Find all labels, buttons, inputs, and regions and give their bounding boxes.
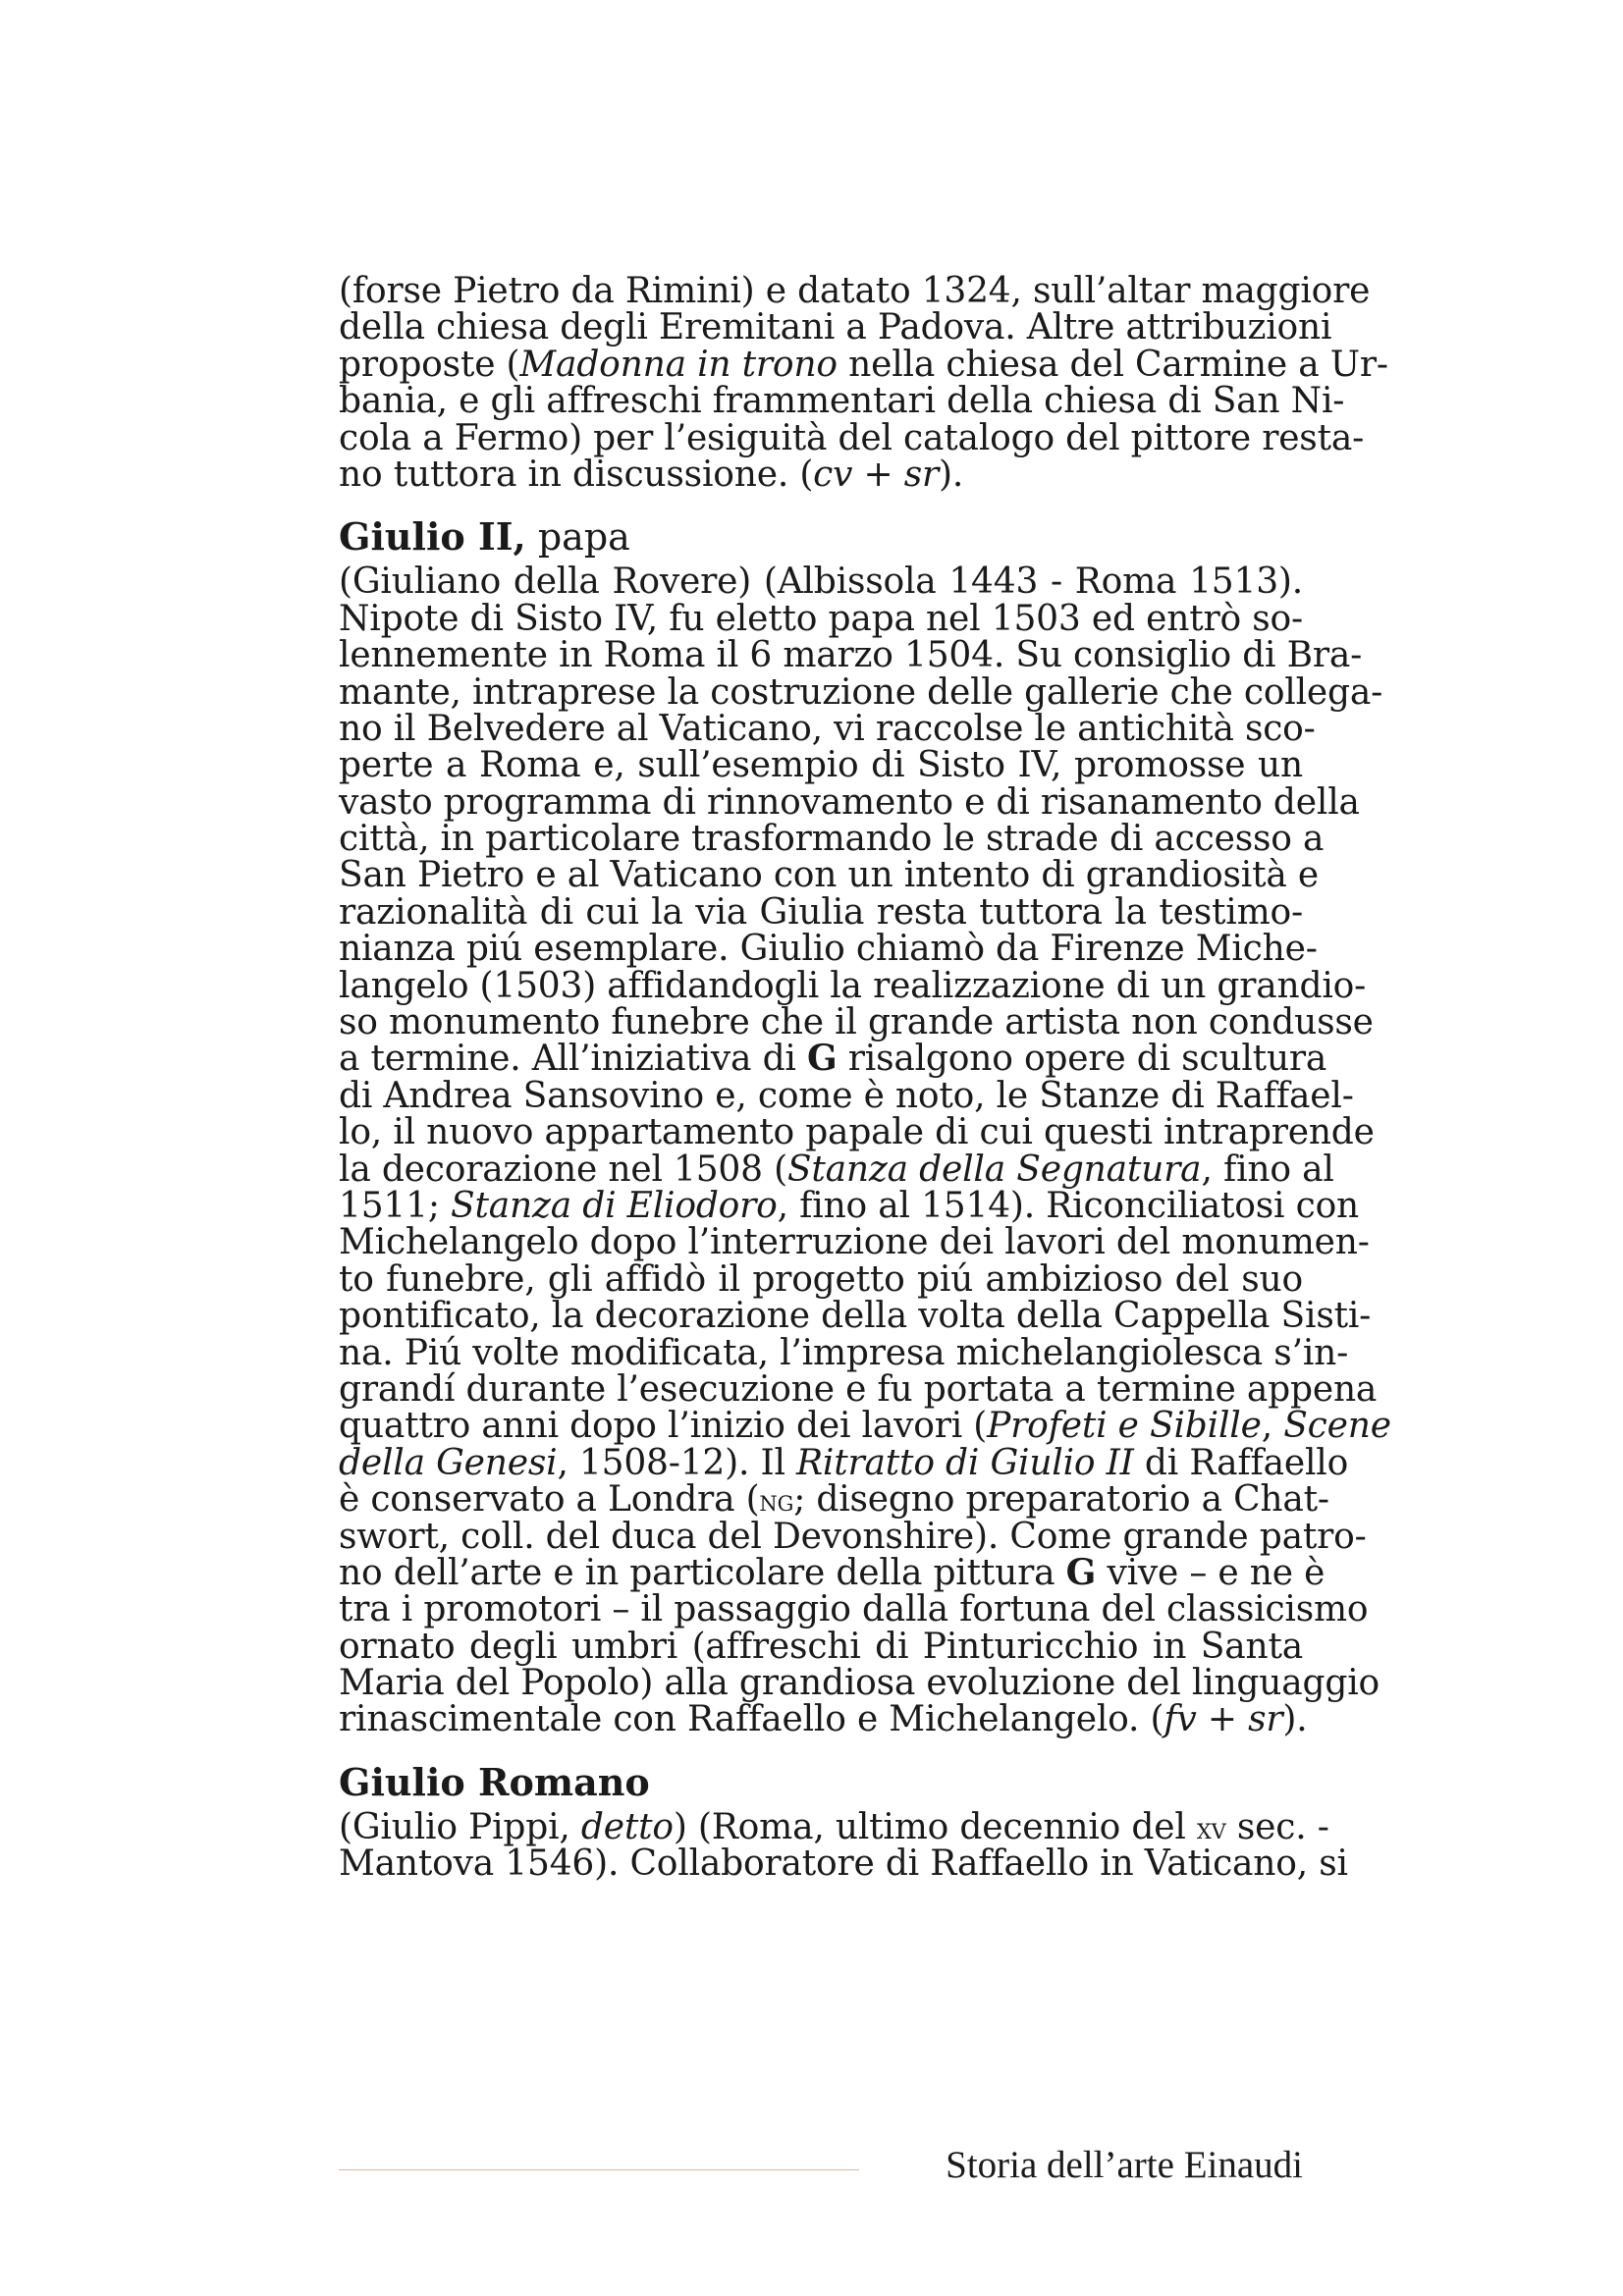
text-line: rinascimentale con Raffaello e Michelangelo. (fv + sr). (339, 1699, 1308, 1740)
entry-title-giulio-ii (339, 516, 1303, 558)
text-line: è conservato a Londra (ng; disegno preparatorio a Chat- (339, 1479, 1329, 1521)
text-line: razionalità di cui la via Giulia resta tuttora la testimo- (339, 891, 1303, 933)
text-line: lennemente in Roma il 6 marzo 1504. Su consiglio di Bra- (339, 635, 1363, 676)
text-line: to funebre, gli affidò il progetto piú ambizioso del suo (339, 1258, 1303, 1300)
page-footer (339, 2140, 1303, 2191)
text-line: a termine. All’iniziativa di G risalgono opere di scultura (339, 1038, 1327, 1080)
text-line: 1511; Stanza di Eliodoro, fino al 1514). Riconciliatosi con (339, 1185, 1360, 1226)
text-line: langelo (1503) affidandogli la realizzazione di un grandio- (339, 965, 1367, 1006)
text-line: na. Piú volte modificata, l’impresa michelangiolesca s’in- (339, 1332, 1349, 1373)
text-line: (Giulio Pippi, detto) (Roma, ultimo decennio del xv sec. - (339, 1806, 1329, 1847)
text-line: Maria del Popolo) alla grandiosa evoluzione del linguaggio (339, 1663, 1380, 1704)
text-line: proposte (Madonna in trono nella chiesa del Carmine a Ur- (339, 344, 1388, 385)
text-line: Michelangelo dopo l’interruzione dei lavori del monumen- (339, 1222, 1370, 1263)
text-line: mante, intraprese la costruzione delle gallerie che collega- (339, 671, 1383, 713)
text-line: vasto programma di rinnovamento e di risanamento della (339, 781, 1360, 823)
text-line: grandí durante l’esecuzione e fu portata a termine appena (339, 1368, 1378, 1410)
entry-qualifier: papa (537, 515, 630, 560)
intro-paragraph (339, 271, 1388, 495)
text-line: ornato degli umbri (affreschi di Pinturicchio in Santa (339, 1626, 1303, 1667)
text-line: so monumento funebre che il grande artista non condusse (339, 1002, 1374, 1043)
page-body (339, 271, 1391, 1885)
text-line: pontificato, la decorazione della volta della Cappella Sisti- (339, 1296, 1372, 1337)
text-line: Nipote di Sisto IV, fu eletto papa nel 1503 ed entrò so- (339, 598, 1303, 639)
text-line: cola a Fermo) per l’esiguità del catalogo del pittore resta- (339, 417, 1365, 458)
text-line: lo, il nuovo appartamento papale di cui questi intraprende (339, 1112, 1375, 1153)
text-line: perte a Roma e, sull’esempio di Sisto IV, promosse un (339, 745, 1303, 786)
entry-title-giulio-romano (339, 1759, 1303, 1804)
text-line: tra i promotori – il passaggio dalla fortuna del classicismo (339, 1589, 1369, 1630)
text-line: swort, coll. del duca del Devonshire). Come grande patro- (339, 1516, 1367, 1557)
text-line: bania, e gli affreschi frammentari della chiesa di San Ni- (339, 381, 1345, 422)
text-line: di Andrea Sansovino e, come è noto, le Stanze di Raffael- (339, 1075, 1354, 1116)
text-line: no dell’arte e in particolare della pittura G vive – e ne è (339, 1551, 1325, 1593)
text-line: Mantova 1546). Collaboratore di Raffaello in Vaticano, si (339, 1843, 1348, 1885)
text-line: no il Belvedere al Vaticano, vi raccolse le antichità sco- (339, 708, 1316, 749)
text-line: la decorazione nel 1508 (Stanza della Segnatura, fino al (339, 1148, 1334, 1190)
text-line: città, in particolare trasformando le strade di accesso a (339, 819, 1325, 860)
entry-name: Giulio Romano (339, 1759, 650, 1804)
entry-name: Giulio II, (339, 514, 526, 560)
text-line: quattro anni dopo l’inizio dei lavori (Profeti e Sibille, Scene (339, 1406, 1391, 1447)
text-line: no tuttora in discussione. (cv + sr). (339, 454, 964, 495)
text-line: nianza piú esemplare. Giulio chiamò da Firenze Miche- (339, 929, 1318, 970)
text-line: della chiesa degli Eremitani a Padova. Altre attribuzioni (339, 307, 1332, 348)
footer-rule (339, 2169, 859, 2170)
text-line: (forse Pietro da Rimini) e datato 1324, sull’altar maggiore (339, 271, 1371, 311)
entry-body-giulio-ii (339, 561, 1391, 1740)
entry-body-giulio-romano (339, 1806, 1348, 1885)
text-line: San Pietro e al Vaticano con un intento di grandiosità e (339, 855, 1319, 896)
text-line: (Giuliano della Rovere) (Albissola 1443 - Roma 1513). (339, 561, 1303, 603)
text-line: della Genesi, 1508-12). Il Ritratto di Giulio II di Raffaello (339, 1442, 1349, 1483)
footer-title: Storia dell’arte Einaudi (946, 2144, 1303, 2186)
